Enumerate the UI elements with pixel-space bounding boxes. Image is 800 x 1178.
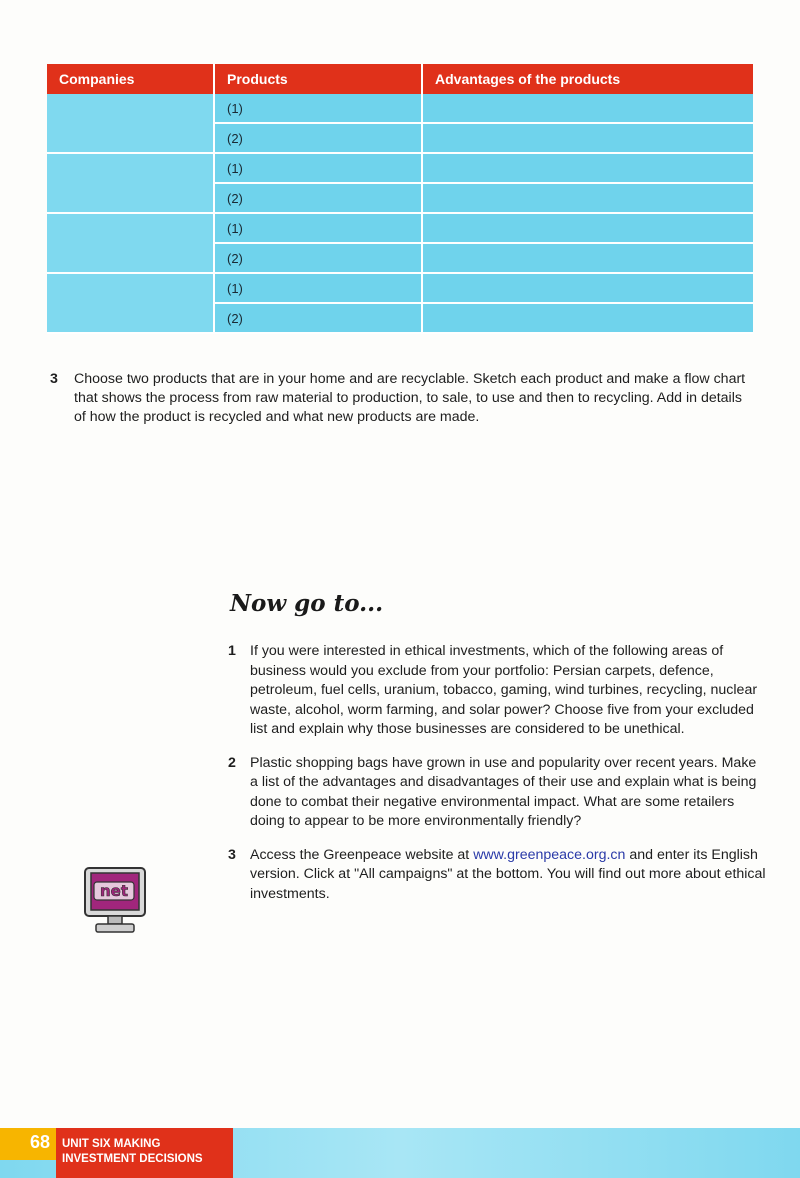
net-computer-icon xyxy=(82,866,148,936)
question-3 xyxy=(50,370,750,427)
now-go-to-list xyxy=(228,642,768,918)
unit-label-line1: UNIT SIX MAKING xyxy=(62,1138,161,1150)
header-products: Products xyxy=(215,64,423,94)
advantage-cell[interactable] xyxy=(423,154,753,184)
worksheet-table xyxy=(47,64,753,334)
company-cell[interactable] xyxy=(47,214,215,274)
header-advantages: Advantages of the products xyxy=(423,64,753,94)
advantage-cell[interactable] xyxy=(423,274,753,304)
company-cell[interactable] xyxy=(47,94,215,154)
item-text xyxy=(250,846,768,905)
greenpeace-link[interactable]: www.greenpeace.org.cn xyxy=(473,846,626,863)
product-cell[interactable]: (2) xyxy=(215,304,423,334)
advantage-cell[interactable] xyxy=(423,244,753,274)
page-number: 68 xyxy=(0,1128,56,1160)
advantage-cell[interactable] xyxy=(423,214,753,244)
now-go-to-heading: Now go to... xyxy=(230,590,384,617)
advantage-cell[interactable] xyxy=(423,124,753,154)
product-cell[interactable]: (1) xyxy=(215,154,423,184)
question-text: Choose two products that are in your home and are recyclable. Sketch each product and make a flow chart that shows the process from raw material to production, to sale, to use and then to recycling. Add in details of how the product is recycled and what new products are made. xyxy=(74,371,746,425)
item-number: 1 xyxy=(228,643,236,659)
company-cell[interactable] xyxy=(47,154,215,214)
item-text-after: and enter its English version. Click at "All campaigns" at the bottom. You will find out more about ethical investments. xyxy=(250,846,766,902)
question-number: 3 xyxy=(50,371,58,387)
item-text-before: Access the Greenpeace website at xyxy=(250,846,474,863)
product-cell[interactable]: (1) xyxy=(215,214,423,244)
item-text: If you were interested in ethical investments, which of the following areas of business would you exclude from your portfolio: Persian carpets, defence, petroleum, fuel cells, uranium, tobacco, gaming, wind turbines, recycling, nuclear waste, alcohol, worm farming, and solar power? Choose five from your excluded list and explain why those businesses are considered to be unethical. xyxy=(250,643,758,737)
table-row xyxy=(47,154,753,184)
product-cell[interactable]: (2) xyxy=(215,124,423,154)
list-item xyxy=(228,642,768,740)
unit-label-line2: INVESTMENT DECISIONS xyxy=(62,1153,203,1165)
product-cell[interactable]: (2) xyxy=(215,184,423,214)
header-companies: Companies xyxy=(47,64,215,94)
table-row xyxy=(47,94,753,124)
table-row xyxy=(47,214,753,244)
list-item xyxy=(228,754,768,832)
item-text: Plastic shopping bags have grown in use and popularity over recent years. Make a list of the advantages and disadvantages of their use and explain what is being done to combat their negative environmental impact. What are some retailers doing to appear to be more environmentally friendly? xyxy=(250,754,757,829)
table-header-row xyxy=(47,64,753,94)
item-number: 3 xyxy=(228,846,236,863)
product-cell[interactable]: (1) xyxy=(215,274,423,304)
list-item xyxy=(228,846,768,905)
net-icon-label: net xyxy=(99,882,129,900)
product-cell[interactable]: (2) xyxy=(215,244,423,274)
company-cell[interactable] xyxy=(47,274,215,334)
advantage-cell[interactable] xyxy=(423,94,753,124)
unit-label xyxy=(56,1128,233,1178)
table-row xyxy=(47,274,753,304)
item-number: 2 xyxy=(228,754,236,771)
advantage-cell[interactable] xyxy=(423,184,753,214)
advantage-cell[interactable] xyxy=(423,304,753,334)
product-cell[interactable]: (1) xyxy=(215,94,423,124)
